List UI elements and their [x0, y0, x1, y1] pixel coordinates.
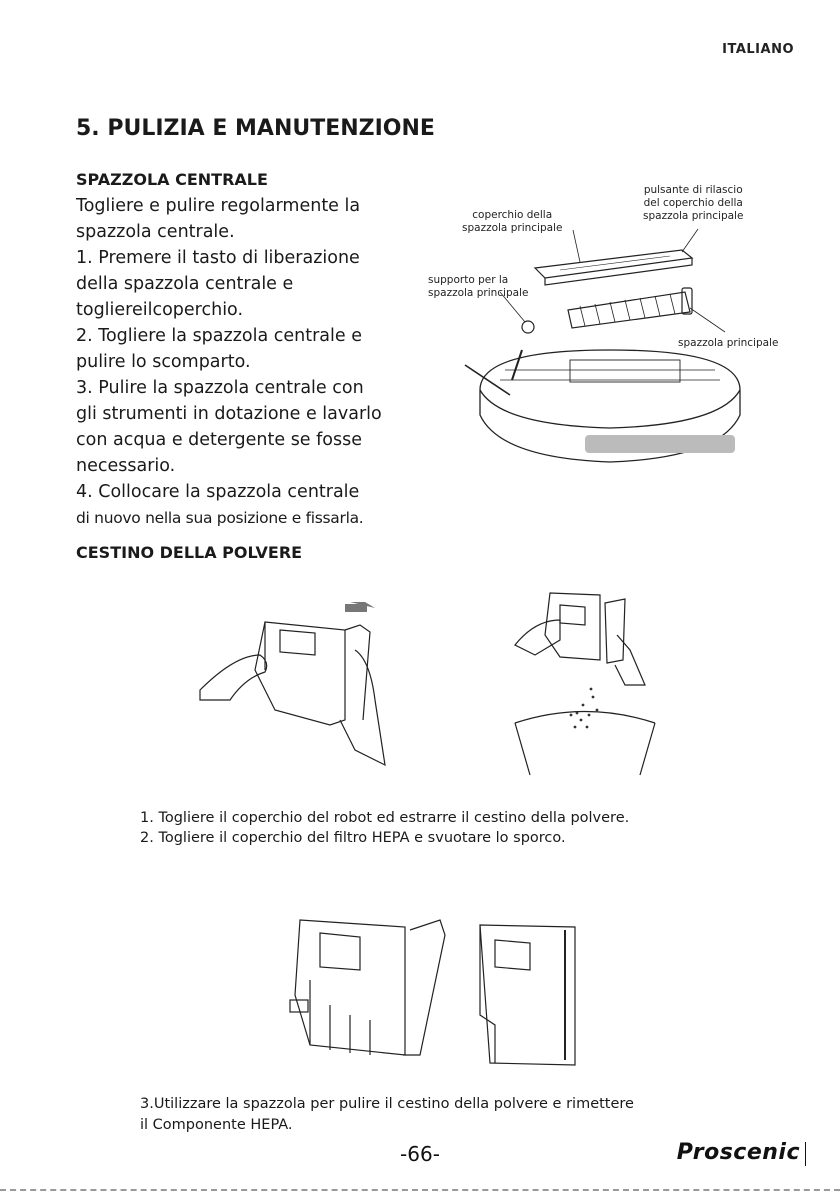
release-button-label: pulsante di rilascio del coperchio della spazzola principale	[643, 184, 744, 222]
brush-line: gli strumenti in dotazione e lavarlo	[76, 404, 382, 424]
brush-line: Togliere e pulire regolarmente la	[76, 196, 361, 216]
dirt-particles	[570, 688, 599, 729]
brush-line: con acqua e detergente se fosse	[76, 430, 363, 450]
brush-line: pulire lo scomparto.	[76, 352, 251, 372]
dustbin-heading: CESTINO DELLA POLVERE	[76, 543, 303, 562]
brush-line: necessario.	[76, 456, 176, 476]
language-label: ITALIANO	[722, 42, 794, 57]
section-title: 5. PULIZIA E MANUTENZIONE	[76, 116, 435, 141]
brush-instructions	[76, 193, 396, 531]
robot-grille	[585, 435, 735, 453]
dustbin-removal-illustration	[195, 600, 395, 770]
dustbin-step-2: 2. Togliere il coperchio del filtro HEPA e svuotare lo sporco.	[140, 830, 566, 846]
brush-line: togliereilcoperchio.	[76, 300, 244, 320]
brush-line: spazzola centrale.	[76, 222, 235, 242]
brush-cover-label: coperchio della spazzola principale	[462, 209, 563, 234]
page-cut-line	[0, 1189, 840, 1191]
brush-support-label: supporto per la spazzola principale	[428, 274, 529, 299]
brush-cover-drawing	[535, 250, 692, 285]
robot-brush-illustration	[420, 230, 800, 480]
page-number: -66-	[400, 1142, 440, 1166]
brush-support-drawing	[522, 321, 534, 333]
main-brush-drawing	[568, 288, 692, 328]
brush-line: della spazzola centrale e	[76, 274, 294, 294]
brand-logo: Proscenic	[676, 1140, 800, 1165]
brush-heading: SPAZZOLA CENTRALE	[76, 170, 268, 189]
dustbin-step-1: 1. Togliere il coperchio del robot ed estrarre il cestino della polvere.	[140, 810, 630, 826]
brush-line: di nuovo nella sua posizione e fissarla.	[76, 509, 364, 527]
brand-divider	[805, 1142, 806, 1166]
dustbin-empty-illustration	[505, 585, 665, 780]
dustbin-step-3-cont: il Componente HEPA.	[140, 1117, 293, 1133]
main-brush-label: spazzola principale	[678, 337, 779, 349]
dustbin-reassembly-illustration	[285, 905, 595, 1075]
brush-line: 3. Pulire la spazzola centrale con	[76, 378, 364, 398]
brush-line: 4. Collocare la spazzola centrale	[76, 482, 360, 502]
brush-line: 2. Togliere la spazzola centrale e	[76, 326, 362, 346]
dustbin-step-3: 3.Utilizzare la spazzola per pulire il cestino della polvere e rimettere	[140, 1096, 634, 1112]
brush-line: 1. Premere il tasto di liberazione	[76, 248, 360, 268]
